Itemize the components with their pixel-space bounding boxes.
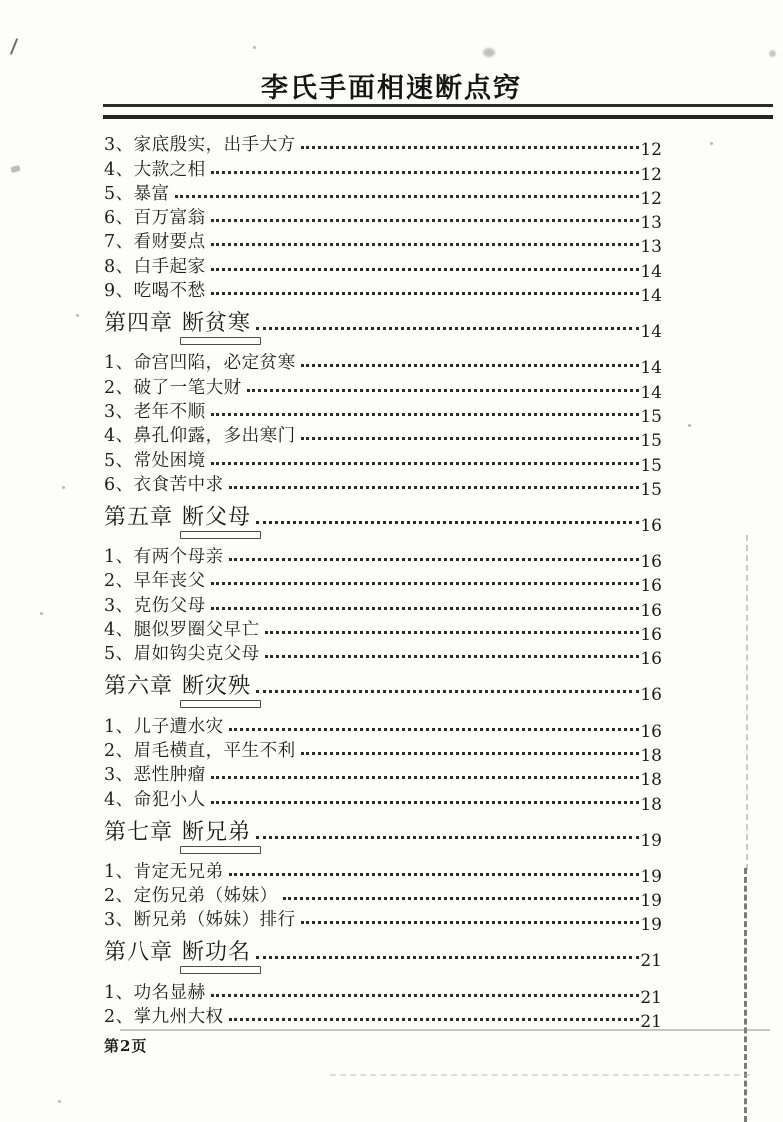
toc-entry-page: 14 [640,358,662,379]
table-of-contents [104,132,662,1033]
chapter-subject [182,310,251,338]
dot-leader [283,897,640,900]
chapter-underline-box [180,700,261,708]
chapter-subject-text: 断兄弟 [182,819,252,845]
toc-entry-label: 2、定伤兄弟（姊妹） [104,886,278,907]
chapter-prefix: 第四章 [104,311,174,337]
toc-entry [104,617,662,646]
toc-entry-page: 15 [640,455,662,476]
scan-speck [40,612,43,615]
toc-entry-page: 13 [640,237,662,258]
scan-pencil-artifact [10,165,20,173]
toc-entry-page: 14 [640,382,662,403]
toc-entry [104,229,662,258]
toc-entry-label: 1、肯定无兄弟 [104,861,224,882]
dot-leader [211,219,640,222]
toc-entry [104,423,662,452]
dot-leader [211,243,640,246]
toc-entry [104,132,662,161]
dot-leader [301,437,640,440]
dot-leader [247,389,640,392]
footer-rule [120,1029,770,1031]
scan-smudge-artifact [483,48,495,57]
scan-speck [76,314,79,317]
dot-leader [229,728,640,731]
toc-entry-label: 1、功名显赫 [104,982,206,1003]
scan-smudge-artifact [769,50,776,57]
toc-entry-page: 19 [640,866,662,887]
scan-speck [58,1100,61,1103]
dot-leader [256,956,639,959]
toc-entry-label: 2、掌九州大权 [104,1007,224,1028]
toc-entry [104,713,662,742]
toc-chapter-entry [104,308,662,343]
toc-entry-label [104,310,251,338]
toc-entry-label: 1、有两个母亲 [104,547,224,568]
chapter-subject [182,819,251,847]
toc-entry-page: 19 [640,830,662,851]
dot-leader [211,292,640,295]
toc-entry [104,641,662,670]
chapter-subject [182,939,251,967]
scan-speck [253,46,256,49]
scan-speck [710,142,713,145]
toc-entry-page: 21 [640,951,662,972]
dot-leader [229,558,640,561]
toc-entry-label: 1、命宫凹陷，必定贫寒 [104,353,296,374]
toc-entry-label: 5、眉如钩尖克父母 [104,644,260,665]
toc-entry [104,592,662,621]
toc-entry [104,859,662,887]
toc-entry-page: 18 [640,770,662,791]
dot-leader [211,776,640,779]
toc-entry [104,350,662,379]
toc-entry-page: 15 [640,479,662,500]
toc-entry-page: 16 [640,625,662,646]
chapter-subject-text: 断父母 [182,504,252,530]
dot-leader [301,146,640,149]
toc-entry-page: 19 [640,891,662,912]
toc-entry-label: 6、衣食苦中求 [104,474,224,495]
toc-entry-page: 21 [640,987,662,1008]
chapter-subject-text: 断贫寒 [182,311,252,337]
toc-entry-page: 16 [640,721,662,742]
toc-entry-page: 14 [640,286,662,307]
scan-streak-artifact [746,535,748,870]
toc-entry-label: 4、命犯小人 [104,789,206,810]
dot-leader [301,752,640,755]
toc-entry [104,156,662,185]
dot-leader [211,801,640,804]
toc-entry-page: 15 [640,406,662,427]
dot-leader [211,171,640,174]
dot-leader [211,268,640,271]
dot-leader [211,413,640,416]
toc-entry [104,762,662,791]
toc-entry [104,205,662,234]
toc-entry [104,883,662,912]
toc-entry-page: 14 [640,322,662,343]
toc-entry-label [104,673,251,701]
dot-leader [211,462,640,465]
dot-leader [256,690,639,693]
toc-entry-label: 3、断兄弟（姊妹）排行 [104,910,296,931]
toc-entry-page: 12 [640,188,662,209]
toc-entry [104,399,662,427]
toc-entry-page: 15 [640,431,662,452]
footer-page-number: 第2页 [104,1037,148,1055]
toc-entry-page: 18 [640,745,662,766]
dot-leader [229,873,640,876]
toc-entry [104,1004,662,1033]
toc-entry-label: 4、腿似罗圈父早亡 [104,620,260,641]
chapter-underline-box [180,846,261,854]
toc-entry-label [104,819,251,847]
toc-entry [104,568,662,597]
chapter-underline-box [180,966,261,974]
toc-entry-label: 8、白手起家 [104,256,206,277]
header-double-rule [103,104,773,119]
toc-entry-page: 21 [640,1012,662,1033]
dot-leader [175,195,640,198]
toc-chapter-entry [104,671,662,706]
toc-chapter-entry [104,937,662,972]
toc-entry-page: 16 [640,576,662,597]
toc-entry-page: 12 [640,140,662,161]
toc-entry-label: 3、家底殷实，出手大方 [104,135,296,156]
page-title: 李氏手面相速断点窍 [261,73,522,104]
toc-entry-label: 3、克伤父母 [104,595,206,616]
toc-entry [104,979,662,1008]
toc-entry-label: 6、百万富翁 [104,208,206,229]
toc-entry-page: 19 [640,915,662,936]
toc-entry-page: 12 [640,164,662,185]
toc-entry-page: 16 [640,600,662,621]
toc-entry-label [104,504,251,532]
chapter-underline-box [180,337,261,345]
dot-leader [211,607,640,610]
toc-entry [104,472,662,500]
toc-entry-page: 18 [640,794,662,815]
chapter-subject [182,673,251,701]
toc-entry [104,181,662,209]
dot-leader [229,486,640,489]
toc-entry-page: 16 [640,515,662,536]
toc-entry-page: 16 [640,685,662,706]
toc-entry-label: 5、常处困境 [104,450,206,471]
chapter-prefix: 第八章 [104,940,174,966]
dot-leader [301,364,640,367]
chapter-subject [182,504,251,532]
dot-leader [256,327,639,330]
toc-entry [104,447,662,476]
chapter-prefix: 第六章 [104,674,174,700]
chapter-underline-box [180,531,261,539]
scan-slash-artifact [10,38,18,55]
dot-leader [265,631,640,634]
toc-entry-label: 2、破了一笔大财 [104,377,242,398]
toc-entry-label: 4、鼻孔仰露，多出寒门 [104,426,296,447]
scan-speck [688,424,691,427]
toc-entry [104,253,662,282]
toc-entry-label: 2、眉毛横直，平生不利 [104,740,296,761]
dot-leader [256,521,639,524]
chapter-prefix: 第五章 [104,504,174,530]
toc-chapter-entry [104,502,662,536]
dot-leader [229,1018,640,1021]
toc-entry [104,786,662,815]
toc-entry-label: 4、大款之相 [104,159,206,180]
toc-entry-page: 14 [640,261,662,282]
toc-entry-label: 9、吃喝不愁 [104,281,206,302]
dot-leader [265,655,640,658]
dot-leader [256,836,639,839]
toc-entry-label: 5、暴富 [104,183,170,204]
toc-chapter-entry [104,817,662,851]
toc-entry-page: 16 [640,552,662,573]
toc-entry-label: 2、早年丧父 [104,571,206,592]
scan-streak-artifact [744,868,747,1122]
toc-entry-label [104,939,251,967]
dot-leader [301,921,640,924]
toc-entry-label: 3、恶性肿瘤 [104,765,206,786]
chapter-subject-text: 断灾殃 [182,674,252,700]
scan-speck [62,486,65,489]
toc-entry [104,374,662,403]
toc-entry-label: 1、儿子遭水灾 [104,716,224,737]
chapter-subject-text: 断功名 [182,940,252,966]
chapter-prefix: 第七章 [104,819,174,845]
toc-entry-label: 3、老年不顺 [104,401,206,422]
toc-entry [104,544,662,573]
toc-entry [104,278,662,307]
scan-ghost-line-artifact [330,1074,750,1076]
toc-entry-label: 7、看财要点 [104,232,206,253]
toc-entry-page: 16 [640,649,662,670]
toc-entry [104,907,662,936]
toc-entry-page: 13 [640,213,662,234]
toc-entry [104,738,662,766]
dot-leader [211,582,640,585]
dot-leader [211,994,640,997]
